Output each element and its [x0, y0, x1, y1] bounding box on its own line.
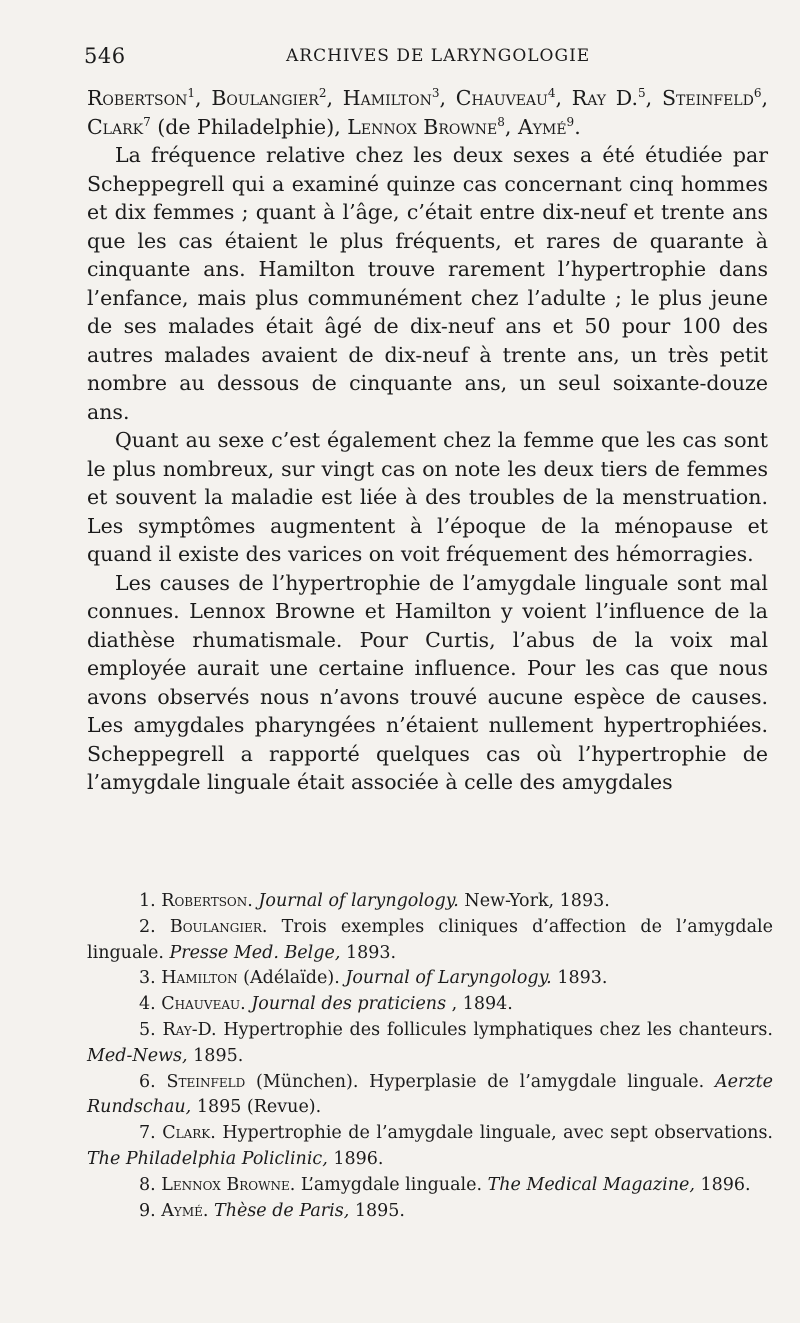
footnote-author: Lennox Browne. — [161, 1174, 296, 1195]
footnote-text: Hypertrophie des follicules lymphatiques chez les chanteurs. — [223, 1019, 773, 1040]
footnote-author: Hamilton — [161, 968, 238, 989]
footnote-date: 1895. — [354, 1200, 405, 1221]
footnote-number: 5. — [139, 1019, 156, 1040]
footnote-author: Boulangier. — [169, 916, 268, 937]
authors-line: Robertson$^1$, Boulangier$^2$, Hamilton$^3$, Chauveau$^4$, Ray D.$^5$, Steinfeld$^6$, Clark$^7$ (de Philadelphie), Lennox Browne$^8$, Aymé$^9$. — [87, 86, 768, 139]
footnote — [87, 1070, 773, 1122]
footnote-text: (Adélaïde). — [243, 968, 340, 989]
footnote — [87, 915, 773, 967]
footnote-number: 4. — [139, 994, 156, 1015]
footnote-source: Med-News, — [87, 1045, 188, 1066]
footnote-date: 1896. — [700, 1174, 751, 1195]
page-header — [84, 44, 760, 74]
author-name: Hamilton — [342, 86, 432, 110]
footnote-author: Chauveau. — [161, 994, 246, 1015]
paragraph: La fréquence relative chez les deux sexes a été étudiée par Scheppegrell qui a examiné quinze cas concernant cinq hommes et dix femmes ; quant à l’âge, c’était entre dix-neuf et trente ans que les cas étaient le plus fréquents, et rares de quarante à cinquante ans. Hamilton trouve rarement l’hypertrophie dans l’enfance, mais plus communément chez l’adulte ; le plus jeune de ses malades était âgé de dix-neuf ans et 50 pour 100 des autres malades avaient de dix-neuf à trente ans, un très petit nombre au dessous de cinquante ans, un seul soixante-douze ans. — [87, 143, 768, 424]
footnote-ref: 8 — [497, 114, 505, 129]
page-number: 546 — [84, 44, 126, 68]
footnote-number: 2. — [139, 916, 156, 937]
footnote-author: Ray-D. — [162, 1019, 217, 1040]
footnote — [87, 1173, 773, 1199]
footnote-ref: 2 — [318, 86, 327, 101]
author-name: Boulangier — [211, 86, 319, 110]
footnote-number: 7. — [139, 1123, 156, 1144]
footnote-source: Journal of laryngology. — [258, 891, 459, 911]
footnote — [87, 1199, 773, 1225]
footnote-number: 8. — [139, 1174, 156, 1195]
footnote — [87, 1018, 773, 1070]
footnote-date: , 1894. — [451, 994, 513, 1015]
footnote-text: Hypertrophie de l’amygdale linguale, avec sept observations. — [222, 1123, 773, 1144]
paragraph: Quant au sexe c’est également chez la femme que les cas sont le plus nombreux, sur vingt cas on note les deux tiers de femmes et souvent la maladie est liée à des troubles de la menstruation. Les symptômes augmentent à l’époque de la ménopause et quand il existe des varices on voit fréquement des hémorragies. — [87, 428, 768, 566]
author-note: (de Philadelphie), — [157, 114, 341, 139]
footnote-ref: 9 — [566, 114, 575, 129]
footnote-text: L’amygdale linguale. — [300, 1174, 483, 1195]
footnote-ref: 5 — [638, 86, 646, 101]
footnote-source: The Philadelphia Policlinic, — [87, 1148, 328, 1169]
author-name: Chauveau — [455, 86, 548, 110]
footnote-source: Thèse de Paris, — [214, 1200, 350, 1221]
author-name: Ray D. — [571, 86, 639, 110]
footnote-date: 1895. — [193, 1045, 244, 1066]
footnote — [87, 966, 773, 992]
footnote-ref: 4 — [547, 86, 556, 101]
footnote-number: 3. — [139, 968, 156, 989]
footnote-author: Steinfeld — [166, 1071, 246, 1092]
footnote-ref: 3 — [431, 86, 440, 101]
author-name: Clark — [87, 114, 144, 139]
footnote — [87, 1121, 773, 1173]
footnote-date: 1893. — [345, 942, 397, 963]
body-text — [87, 84, 768, 797]
footnote-source: Presse Med. Belge, — [169, 942, 341, 963]
footnote-date: New-York, 1893. — [464, 891, 610, 911]
footnote-ref: 1 — [187, 86, 196, 101]
running-title: ARCHIVES DE LARYNGOLOGIE — [286, 46, 591, 66]
footnote-author: Robertson. — [161, 891, 253, 911]
footnote-ref: 7 — [143, 114, 151, 129]
author-name: Aymé — [517, 114, 567, 139]
footnote-text: Trois exemples cliniques d’affection de l’amygdale linguale. — [87, 916, 773, 963]
footnote-number: 1. — [139, 891, 156, 911]
footnote-date: 1893. — [557, 968, 608, 989]
footnote-source: Journal of Laryngology. — [345, 968, 552, 989]
footnote-number: 9. — [139, 1200, 156, 1221]
author-name: Steinfeld — [661, 86, 754, 110]
footnote — [87, 889, 773, 915]
paragraph: Les causes de l’hypertrophie de l’amygdale linguale sont mal connues. Lennox Browne et Hamilton y voient l’influence de la diathèse rhumatismale. Pour Curtis, l’abus de la voix mal employée aurait une certaine influence. Pour les cas que nous avons observés nous n’avons trouvé aucune espèce de causes. Les amygdales pharyngées n’étaient nullement hypertrophiées. Scheppegrell a rapporté quelques cas où l’hypertrophie de l’amygdale linguale était associée à celle des amygdales — [87, 570, 768, 794]
footnote-text: (München). Hyperplasie de l’amygdale linguale. — [256, 1071, 705, 1092]
author-name: Robertson — [87, 86, 188, 110]
footnote-date: 1896. — [333, 1148, 384, 1169]
footnote-ref: 6 — [753, 86, 762, 101]
footnote-source: Journal des praticiens — [251, 994, 447, 1015]
footnote-source: The Medical Magazine, — [487, 1174, 695, 1195]
author-name: Lennox Browne — [347, 114, 498, 139]
footnote-source: Aerzte Rundschau, — [87, 1071, 773, 1118]
footnote — [87, 992, 773, 1018]
footnote-number: 6. — [139, 1071, 156, 1092]
footnote-date: 1895 (Revue). — [196, 1097, 322, 1118]
footnote-author: Clark. — [162, 1123, 216, 1144]
footnotes — [87, 889, 773, 1224]
footnote-author: Aymé. — [161, 1200, 209, 1221]
